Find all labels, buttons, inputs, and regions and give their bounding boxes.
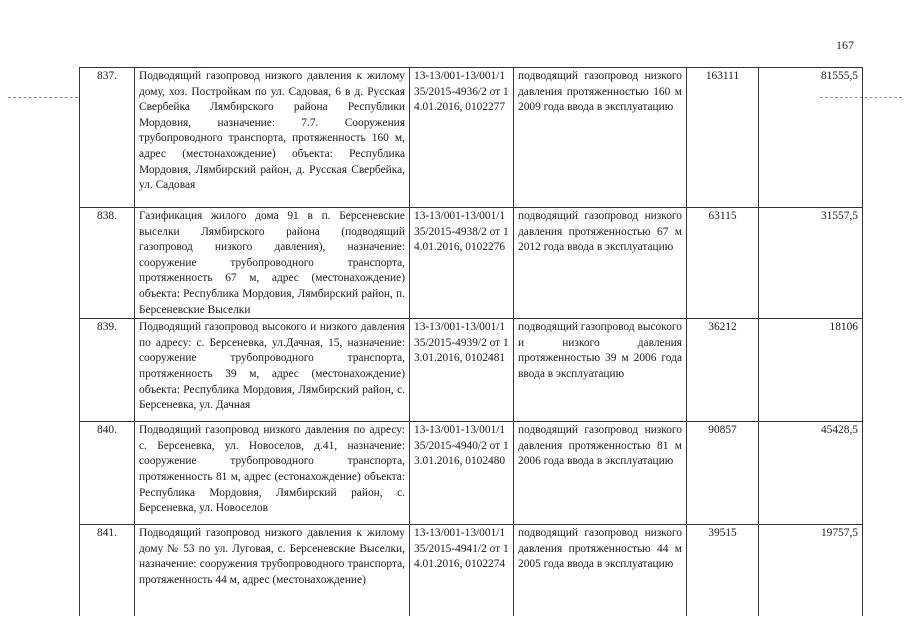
residual-value: 18106 bbox=[759, 319, 863, 422]
registration-record: 13-13/001-13/001/135/2015-4940/2 от 13.01.2016, 0102480 bbox=[410, 422, 514, 525]
row-number: 841. bbox=[80, 525, 135, 617]
object-description: подводящий газопровод низкого давления протяженностью 67 м 2012 года ввода в эксплуатацию bbox=[514, 208, 687, 319]
book-value: 63115 bbox=[687, 208, 759, 319]
object-description: подводящий газопровод низкого давления протяженностью 81 м 2006 года ввода в эксплуатацию bbox=[514, 422, 687, 525]
residual-value: 19757,5 bbox=[759, 525, 863, 617]
object-description: подводящий газопровод низкого давления протяженностью 160 м 2009 года ввода в эксплуатацию bbox=[514, 68, 687, 208]
book-value: 163111 bbox=[687, 68, 759, 208]
row-number: 840. bbox=[80, 422, 135, 525]
table-row bbox=[80, 525, 863, 617]
object-name: Подводящий газопровод низкого давления к жилому дому № 53 по ул. Луговая, с. Берсеневские Выселки, назначение: сооружения трубопроводного транспорта, протяженность 44 м, адрес (местонахождение) bbox=[135, 525, 410, 617]
residual-value: 81555,5 bbox=[759, 68, 863, 208]
row-number: 837. bbox=[80, 68, 135, 208]
table-row bbox=[80, 422, 863, 525]
table-row bbox=[80, 68, 863, 208]
registration-record: 13-13/001-13/001/135/2015-4938/2 от 14.01.2016, 0102276 bbox=[410, 208, 514, 319]
page-number: 167 bbox=[836, 38, 854, 52]
book-value: 39515 bbox=[687, 525, 759, 617]
object-name: Подводящий газопровод низкого давления по адресу: с. Берсеневка, ул. Новоселов, д.41, назначение: сооружение трубопроводного транспорта, протяженность 81 м, адрес (естонахождение) объекта: Республика Мордовия, Лямбирский район, с. Берсеневка, ул. Новоселов bbox=[135, 422, 410, 525]
residual-value: 31557,5 bbox=[759, 208, 863, 319]
table-row bbox=[80, 319, 863, 422]
object-description: подводящий газопровод высокого и низкого давления протяженностью 39 м 2006 года ввода в эксплуатацию bbox=[514, 319, 687, 422]
row-number: 839. bbox=[80, 319, 135, 422]
object-name: Подводящий газопровод низкого давления к жилому дому, хоз. Постройкам по ул. Садовая, 6 в д. Русская Свербейка Лямбирского района Республики Мордовия, назначение: 7.7. Сооружения трубопроводного транспорта, протяженность 160 м, адрес (местонахождение) объекта: Республика Мордовия, Лямбирский район, д. Русская Свербейка, ул. Садовая bbox=[135, 68, 410, 208]
book-value: 90857 bbox=[687, 422, 759, 525]
residual-value: 45428,5 bbox=[759, 422, 863, 525]
book-value: 36212 bbox=[687, 319, 759, 422]
property-registry-table bbox=[79, 67, 863, 616]
object-description: подводящий газопровод низкого давления протяженностью 44 м 2005 года ввода в эксплуатацию bbox=[514, 525, 687, 617]
object-name: Газификация жилого дома 91 в п. Берсеневские выселки Лямбирского района (подводящий газопровод низкого давления), назначение: сооружение трубопроводного транспорта, протяженность 67 м, адрес (местонахождение) объекта: Республика Мордовия, Лямбирский район, п. Берсеневские Выселки bbox=[135, 208, 410, 319]
registration-record: 13-13/001-13/001/135/2015-4936/2 от 14.01.2016, 0102277 bbox=[410, 68, 514, 208]
object-name: Подводящий газопровод высокого и низкого давления по адресу: с. Берсеневка, ул.Дачная, 15, назначение: сооружение трубопроводного транспорта, протяженность 39 м, адрес (местонахождение) объекта: Республика Мордовия, Лямбирский район, с. Берсеневка, ул. Дачная bbox=[135, 319, 410, 422]
registration-record: 13-13/001-13/001/135/2015-4941/2 от 14.01.2016, 0102274 bbox=[410, 525, 514, 617]
registration-record: 13-13/001-13/001/135/2015-4939/2 от 13.01.2016, 0102481 bbox=[410, 319, 514, 422]
table-row bbox=[80, 208, 863, 319]
row-number: 838. bbox=[80, 208, 135, 319]
scan-artifact-line bbox=[8, 97, 78, 98]
